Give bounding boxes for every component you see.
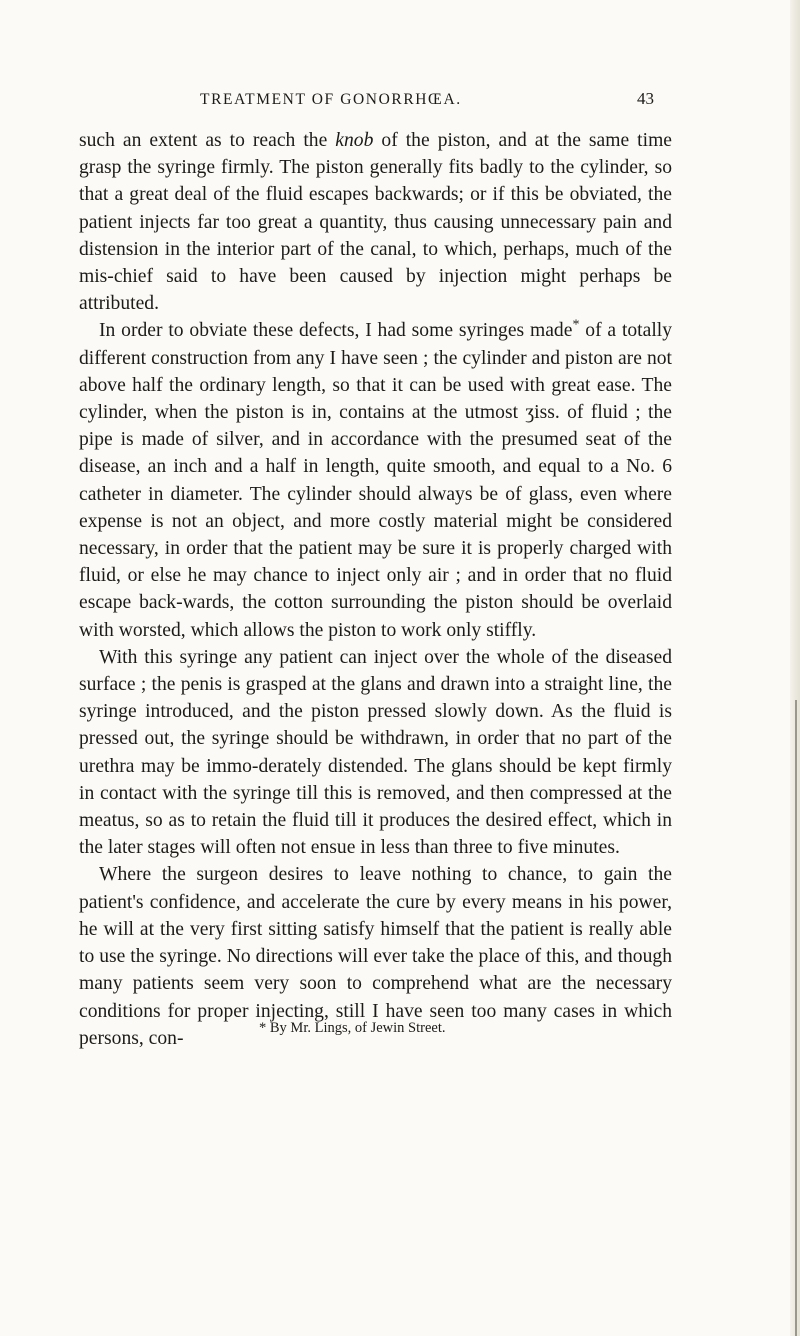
paragraph-2-text-b: of a totally different construction from any I have seen ; the cylinder and piston are not above half the ordinary length, so that it can be used with great ease. The cylinder, when the piston is in, contains at the utmost ʒiss. of fluid ; the pipe is made of silver, and in accordance with the presumed seat of the disease, an inch and a half in length, quite smooth, and equal to a No. 6 catheter in diameter. The cylinder should always be of glass, even where expense is not an object, and more costly material might be considered necessary, in order that the patient may be sure it is properly charged with fluid, or else he may chance to inject only air ; and in order that no fluid escape back-wards, the cotton surrounding the piston should be overlaid with worsted, which allows the piston to work only stiffly. [79,320,673,641]
running-head [200,89,654,109]
running-title: TREATMENT OF GONORRHŒA. [200,91,462,108]
paragraph-1-text-a: such an extent as to reach the [79,130,336,151]
italic-knob: knob [335,130,374,151]
paragraph-4: Where the surgeon desires to leave nothing to chance, to gain the patient's confidence, and accelerate the cure by every means in his power, he will at the very first sitting satisfy himself that the patient is really able to use the syringe. No directions will ever take the place of this, and though many patients seem very soon to comprehend what are the necessary conditions for proper injecting, still I have seen too many cases in which persons, con- [79,864,672,1049]
paragraph-2 [79,317,672,643]
page-number: 43 [637,89,654,108]
paragraph-3: With this syringe any patient can inject over the whole of the diseased surface ; the penis is grasped at the glans and drawn into a straight line, the syringe introduced, and the piston pressed slowly down. As the fluid is pressed out, the syringe should be withdrawn, in order that no part of the urethra may be immo-derately distended. The glans should be kept firmly in contact with the syringe till this is removed, and then compressed at the meatus, so as to retain the fluid till it produces the desired effect, which in the later stages will often not ensue in less than three to five minutes. [79,646,672,859]
paragraph-1-text-b: of the piston, and at the same time grasp the syringe firmly. The piston generally fits badly to the cylinder, so that a great deal of the fluid escapes backwards; or if this be obviated, the patient injects far too great a quantity, thus causing unnecessary pain and distension in the interior part of the canal, to which, perhaps, much of the mis-chief said to have been caused by injection might perhaps be attributed. [79,130,673,315]
page-edge-line [795,700,797,1336]
footnote-marker: * [572,317,580,333]
paragraph-2-text-a: In order to obviate these defects, I had some syringes made [99,320,573,342]
footnote: * By Mr. Lings, of Jewin Street. [259,1020,446,1036]
body-text [79,127,672,1052]
paragraph-1 [79,127,672,317]
